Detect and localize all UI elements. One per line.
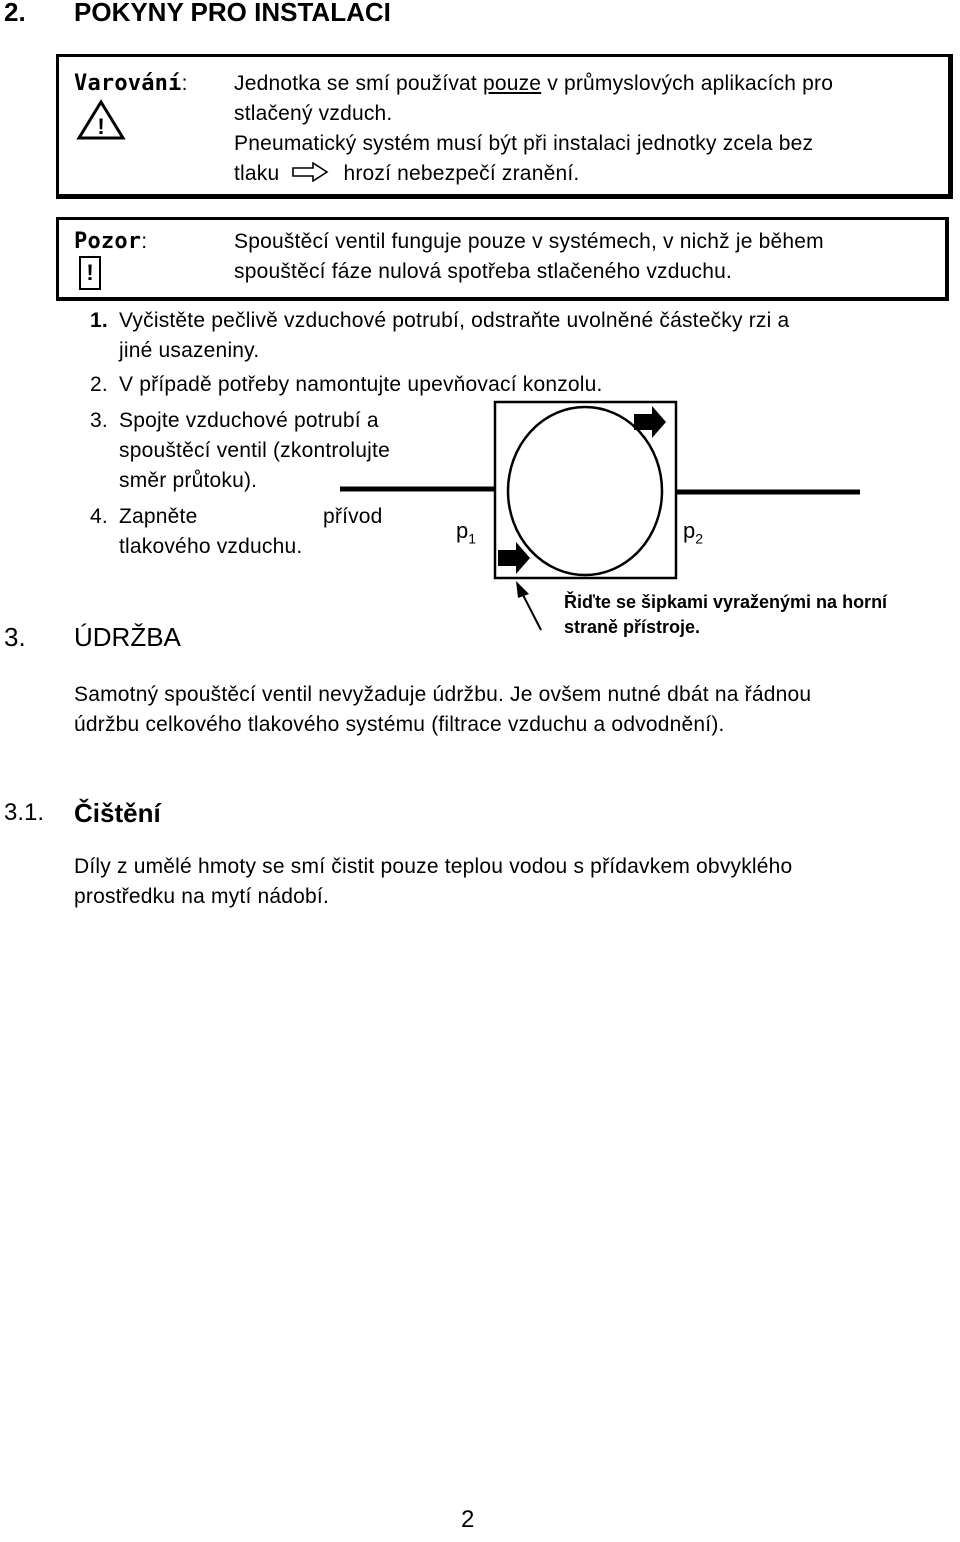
section-3-line-1: Samotný spouštěcí ventil nevyžaduje údržbu. Je ovšem nutné dbát na řádnou (74, 683, 812, 706)
right-arrow-outline-icon (289, 162, 333, 182)
step-1-line-1: Vyčistěte pečlivě vzduchové potrubí, odstraňte uvolněné částečky rzi a (119, 309, 790, 332)
section-2-number: 2. (4, 0, 26, 27)
caution-line-1: Spouštěcí ventil funguje pouze v systémech, v nichž je během (234, 230, 824, 253)
step-3-line-2: spouštěcí ventil (zkontrolujte (119, 439, 390, 462)
caution-label: Pozor (74, 229, 142, 254)
caution-colon: : (141, 230, 148, 253)
step-2-line-1: V případě potřeby namontujte upevňovací konzolu. (119, 373, 603, 396)
page-number: 2 (461, 1506, 475, 1533)
caution-exclamation-icon: ! (79, 256, 101, 290)
outlet-label-text: p (683, 518, 696, 543)
warning-line-4-end: hrozí nebezpečí zranění. (343, 162, 580, 185)
svg-text:!: ! (97, 114, 105, 139)
valve-circle (508, 407, 662, 575)
section-3-1-line-2: prostředku na mytí nádobí. (74, 885, 330, 908)
step-4-word-1: Zapněte (119, 505, 198, 528)
section-2-title: POKYNY PRO INSTALACI (74, 0, 391, 27)
step-4-word-2: přívod (323, 505, 383, 528)
diagram-caption-line-1: Řiďte se šipkami vyraženými na horní (564, 592, 888, 612)
inlet-label (456, 518, 476, 546)
warning-label: Varování (74, 71, 182, 96)
warning-line-2: stlačený vzduch. (234, 102, 393, 125)
outlet-label (683, 518, 703, 546)
inlet-label-sub: 1 (468, 530, 477, 547)
section-3-1-title: Čištění (74, 798, 161, 828)
inlet-label-text: p (456, 518, 469, 543)
warning-line-4-start: tlaku (234, 162, 280, 185)
caution-label-wrap (74, 227, 147, 257)
section-3-number: 3. (4, 622, 26, 652)
warning-line-1-end: v průmyslových aplikacích pro (541, 72, 834, 95)
pointer-line (522, 593, 541, 630)
step-1-line-2: jiné usazeniny. (119, 339, 260, 362)
step-4-line-2: tlakového vzduchu. (119, 535, 303, 558)
step-3-number: 3. (90, 409, 108, 432)
warning-triangle-icon (76, 99, 126, 141)
warning-emphasis: pouze (482, 72, 542, 95)
warning-line-1-start: Jednotka se smí používat (234, 72, 483, 95)
step-1-number: 1. (90, 309, 108, 332)
warning-line-3: Pneumatický systém musí být při instalaci jednotky zcela bez (234, 132, 814, 155)
section-3-title: ÚDRŽBA (74, 622, 181, 652)
pointer-arrowhead-icon (516, 581, 529, 598)
section-3-1-number: 3.1. (4, 799, 45, 826)
step-2-number: 2. (90, 373, 108, 396)
warning-line-1 (234, 69, 833, 99)
step-4-number: 4. (90, 505, 108, 528)
step-3-line-1: Spojte vzduchové potrubí a (119, 409, 379, 432)
section-3-1-line-1: Díly z umělé hmoty se smí čistit pouze teplou vodou s přídavkem obvyklého (74, 855, 793, 878)
outlet-label-sub: 2 (695, 530, 704, 547)
section-3-line-2: údržbu celkového tlakového systému (filtrace vzduchu a odvodnění). (74, 713, 725, 736)
caution-line-2: spouštěcí fáze nulová spotřeba stlačeného vzduchu. (234, 260, 732, 283)
warning-colon: : (181, 72, 188, 95)
diagram-caption-line-2: straně přístroje. (564, 617, 701, 637)
warning-line-4 (234, 159, 579, 189)
step-3-line-3: směr průtoku). (119, 469, 258, 492)
warning-label-wrap (74, 69, 188, 99)
